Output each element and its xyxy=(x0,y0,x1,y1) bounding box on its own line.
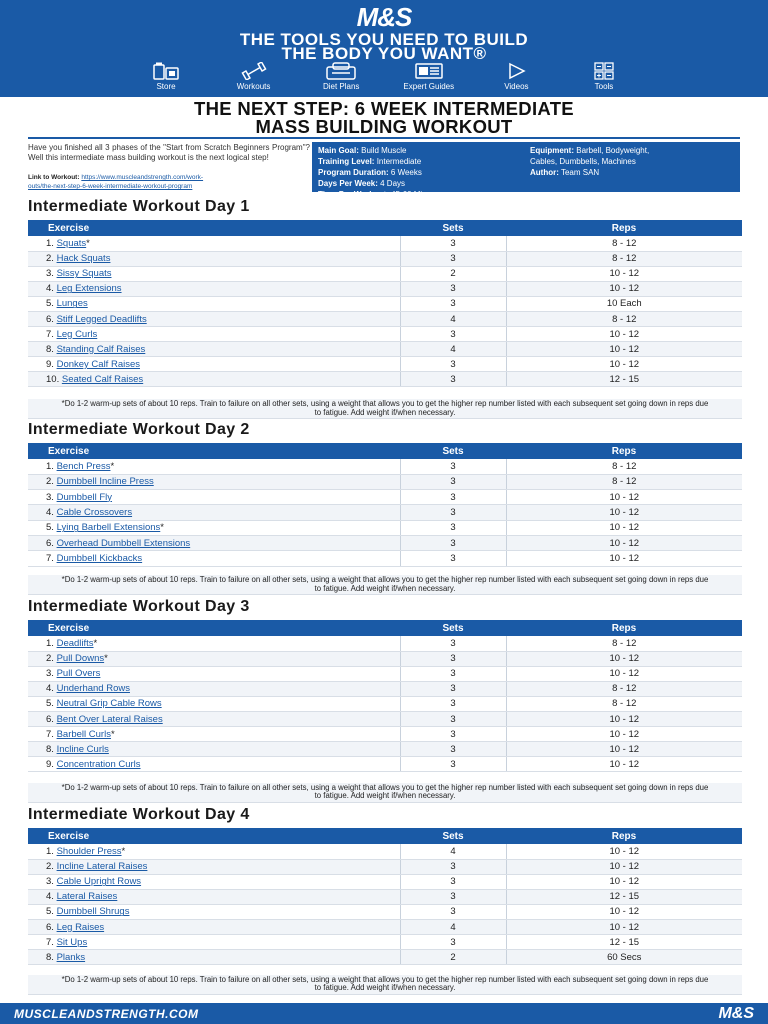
program-info-box xyxy=(312,142,740,199)
exercise-number: 5. xyxy=(46,298,54,310)
exercise-link[interactable]: Leg Extensions xyxy=(56,283,122,295)
nav-workouts[interactable] xyxy=(218,62,290,92)
sets-cell: 3 xyxy=(400,327,506,342)
sets-cell: 4 xyxy=(400,919,506,934)
exercise-cell xyxy=(28,372,400,387)
exercise-number: 7. xyxy=(46,328,54,340)
time-per-workout-label: Time Per Workout: xyxy=(318,190,389,199)
page-title xyxy=(0,100,768,136)
exercise-link[interactable]: Lunges xyxy=(56,298,88,310)
sets-column-header: Sets xyxy=(400,620,506,636)
sets-cell: 3 xyxy=(400,459,506,474)
nav-videos[interactable] xyxy=(480,62,552,92)
scale-icon xyxy=(305,62,377,80)
exercise-link[interactable]: Seated Calf Raises xyxy=(61,373,144,385)
warmup-asterisk: * xyxy=(110,460,115,472)
footer-site-name[interactable]: MUSCLEANDSTRENGTH.COM xyxy=(14,1007,199,1021)
table-row xyxy=(28,266,742,281)
table-header-row xyxy=(28,620,742,636)
exercise-link[interactable]: Incline Lateral Raises xyxy=(56,861,148,873)
sets-cell: 3 xyxy=(400,696,506,711)
exercise-number: 6. xyxy=(46,713,54,725)
exercise-link[interactable]: Lateral Raises xyxy=(56,891,118,903)
exercise-cell xyxy=(28,666,400,681)
exercise-cell xyxy=(28,551,400,566)
exercise-number: 8. xyxy=(46,343,54,355)
table-row xyxy=(28,372,742,387)
table-row xyxy=(28,459,742,474)
exercise-number: 5. xyxy=(46,698,54,710)
main-goal-value: Build Muscle xyxy=(361,146,407,155)
reps-cell: 12 - 15 xyxy=(506,889,742,904)
table-row xyxy=(28,236,742,251)
exercise-cell xyxy=(28,844,400,859)
training-level-value: Intermediate xyxy=(376,157,422,166)
exercise-number: 5. xyxy=(46,522,54,534)
exercise-link[interactable]: Lying Barbell Extensions xyxy=(56,522,161,534)
exercise-number: 4. xyxy=(46,507,54,519)
sets-cell: 3 xyxy=(400,727,506,742)
ms-logo[interactable]: M&S xyxy=(356,2,412,32)
exercise-number: 3. xyxy=(46,491,54,503)
time-per-workout-value: 45-60 Mins xyxy=(391,190,431,199)
sets-cell: 3 xyxy=(400,651,506,666)
exercise-cell xyxy=(28,236,400,251)
exercise-cell xyxy=(28,474,400,489)
dumbbell-icon xyxy=(218,62,290,80)
reps-cell: 10 - 12 xyxy=(506,535,742,550)
reps-cell: 10 - 12 xyxy=(506,859,742,874)
workout-link-block xyxy=(28,173,310,191)
nav-tools[interactable] xyxy=(568,62,640,92)
days-per-week-label: Days Per Week: xyxy=(318,179,378,188)
equipment-value-2: Cables, Dumbbells, Machines xyxy=(530,157,636,166)
day-2-title: Intermediate Workout Day 2 xyxy=(28,421,250,438)
exercise-number: 3. xyxy=(46,268,54,280)
exercise-number: 1. xyxy=(46,460,54,472)
info-column-left xyxy=(318,145,528,200)
exercise-link[interactable]: Hack Squats xyxy=(56,253,111,265)
sets-cell: 3 xyxy=(400,281,506,296)
exercise-link[interactable]: Concentration Curls xyxy=(56,758,141,770)
table-row xyxy=(28,342,742,357)
reps-cell: 10 - 12 xyxy=(506,874,742,889)
exercise-number: 7. xyxy=(46,552,54,564)
exercise-column-header: Exercise xyxy=(28,220,400,236)
exercise-number: 2. xyxy=(46,861,54,873)
exercise-cell xyxy=(28,490,400,505)
exercise-link[interactable]: Standing Calf Raises xyxy=(56,343,146,355)
sets-cell: 3 xyxy=(400,904,506,919)
reps-column-header: Reps xyxy=(506,828,742,844)
exercise-number: 3. xyxy=(46,668,54,680)
sets-cell: 3 xyxy=(400,474,506,489)
exercise-cell xyxy=(28,520,400,535)
exercise-number: 4. xyxy=(46,891,54,903)
title-divider xyxy=(28,137,740,139)
sets-cell: 3 xyxy=(400,711,506,726)
reps-cell: 12 - 15 xyxy=(506,372,742,387)
reps-cell: 8 - 12 xyxy=(506,236,742,251)
exercise-link[interactable]: Dumbbell Kickbacks xyxy=(56,552,143,564)
reps-cell: 8 - 12 xyxy=(506,636,742,651)
exercise-cell xyxy=(28,459,400,474)
workout-link-url-2[interactable]: outs/the-next-step-6-week-intermediate-workout-program xyxy=(28,183,193,190)
workout-link-url-1[interactable]: https://www.muscleandstrength.com/work- xyxy=(81,174,204,181)
tagline-line2: THE BODY YOU WANT® xyxy=(281,44,487,63)
footer-logo[interactable]: M&S xyxy=(718,1005,754,1022)
exercise-link[interactable]: Bent Over Lateral Raises xyxy=(56,713,163,725)
sets-cell: 3 xyxy=(400,742,506,757)
exercise-column-header: Exercise xyxy=(28,443,400,459)
exercise-cell xyxy=(28,296,400,311)
exercise-number: 2. xyxy=(46,653,54,665)
exercise-cell xyxy=(28,281,400,296)
exercise-cell xyxy=(28,711,400,726)
table-row xyxy=(28,889,742,904)
guide-icon xyxy=(393,62,465,80)
table-row xyxy=(28,874,742,889)
exercise-link[interactable]: Bench Press xyxy=(56,460,111,472)
sets-cell: 3 xyxy=(400,757,506,772)
exercise-number: 8. xyxy=(46,743,54,755)
page-title-line2: MASS BUILDING WORKOUT xyxy=(255,116,513,137)
reps-cell: 10 - 12 xyxy=(506,757,742,772)
table-row xyxy=(28,281,742,296)
sets-cell: 3 xyxy=(400,520,506,535)
exercise-number: 2. xyxy=(46,253,54,265)
exercise-number: 8. xyxy=(46,951,54,963)
reps-cell: 10 - 12 xyxy=(506,357,742,372)
warmup-asterisk: * xyxy=(86,237,90,249)
exercise-cell xyxy=(28,904,400,919)
sets-cell: 3 xyxy=(400,535,506,550)
day-4-note: *Do 1-2 warm-up sets of about 10 reps. Train to failure on all other sets, using a weight that allows you to get the higher rep number listed with each subsequent set going down in reps due to fatigue. Add weight if/when necessary. xyxy=(28,975,742,995)
day-2-note: *Do 1-2 warm-up sets of about 10 reps. Train to failure on all other sets, using a weight that allows you to get the higher rep number listed with each subsequent set going down in reps due to fatigue. Add weight if/when necessary. xyxy=(28,575,742,595)
exercise-number: 6. xyxy=(46,537,54,549)
table-row xyxy=(28,696,742,711)
reps-cell: 8 - 12 xyxy=(506,459,742,474)
exercise-link[interactable]: Pull Overs xyxy=(56,668,101,680)
exercise-link[interactable]: Cable Upright Rows xyxy=(56,876,142,888)
exercise-link[interactable]: Underhand Rows xyxy=(56,683,130,695)
sets-cell: 4 xyxy=(400,844,506,859)
exercise-number: 2. xyxy=(46,476,54,488)
table-row xyxy=(28,651,742,666)
reps-cell: 8 - 12 xyxy=(506,696,742,711)
exercise-number: 4. xyxy=(46,283,54,295)
warmup-asterisk: * xyxy=(110,728,115,740)
exercise-number: 7. xyxy=(46,728,54,740)
exercise-link[interactable]: Barbell Curls xyxy=(56,728,111,740)
nav-diet-plans-label: Diet Plans xyxy=(322,82,360,91)
table-row xyxy=(28,919,742,934)
table-header-row xyxy=(28,443,742,459)
exercise-cell xyxy=(28,727,400,742)
table-row xyxy=(28,357,742,372)
sets-cell: 3 xyxy=(400,296,506,311)
exercise-cell xyxy=(28,251,400,266)
program-duration-value: 6 Weeks xyxy=(390,168,422,177)
table-row xyxy=(28,950,742,965)
reps-cell: 10 - 12 xyxy=(506,551,742,566)
exercise-number: 1. xyxy=(46,637,54,649)
sets-cell: 3 xyxy=(400,874,506,889)
play-icon xyxy=(480,62,552,80)
exercise-link[interactable]: Leg Curls xyxy=(56,328,98,340)
tagline-line1: THE TOOLS YOU NEED TO BUILD xyxy=(239,30,529,49)
exercise-number: 9. xyxy=(46,758,54,770)
exercise-link[interactable]: Dumbbell Shrugs xyxy=(56,906,130,918)
reps-cell: 10 - 12 xyxy=(506,904,742,919)
nav-diet-plans[interactable] xyxy=(305,62,377,92)
exercise-cell xyxy=(28,742,400,757)
reps-cell: 10 - 12 xyxy=(506,651,742,666)
exercise-link[interactable]: Sit Ups xyxy=(56,936,88,948)
exercise-link[interactable]: Deadlifts xyxy=(56,637,94,649)
exercise-number: 4. xyxy=(46,683,54,695)
exercise-number: 3. xyxy=(46,876,54,888)
nav-tools-label: Tools xyxy=(594,82,614,91)
reps-cell: 10 - 12 xyxy=(506,742,742,757)
table-row xyxy=(28,505,742,520)
sets-cell: 2 xyxy=(400,950,506,965)
sets-cell: 3 xyxy=(400,357,506,372)
warmup-asterisk: * xyxy=(160,522,164,534)
warmup-asterisk: * xyxy=(93,637,98,649)
exercise-cell xyxy=(28,950,400,965)
table-row xyxy=(28,327,742,342)
table-row xyxy=(28,311,742,326)
warmup-asterisk: * xyxy=(121,845,126,857)
sets-cell: 3 xyxy=(400,636,506,651)
reps-column-header: Reps xyxy=(506,620,742,636)
nav-workouts-label: Workouts xyxy=(236,82,271,91)
table-row xyxy=(28,711,742,726)
sets-column-header: Sets xyxy=(400,828,506,844)
exercise-cell xyxy=(28,935,400,950)
program-duration-label: Program Duration: xyxy=(318,168,389,177)
reps-cell: 8 - 12 xyxy=(506,311,742,326)
exercise-link[interactable]: Pull Downs xyxy=(56,653,105,665)
exercise-number: 6. xyxy=(46,313,54,325)
table-header-row xyxy=(28,828,742,844)
reps-cell: 10 Each xyxy=(506,296,742,311)
exercise-cell xyxy=(28,651,400,666)
reps-cell: 10 - 12 xyxy=(506,281,742,296)
table-row xyxy=(28,490,742,505)
reps-cell: 10 - 12 xyxy=(506,266,742,281)
sets-cell: 3 xyxy=(400,372,506,387)
warmup-asterisk: * xyxy=(104,653,108,665)
sets-cell: 3 xyxy=(400,681,506,696)
reps-cell: 8 - 12 xyxy=(506,474,742,489)
table-row xyxy=(28,535,742,550)
day-1-title: Intermediate Workout Day 1 xyxy=(28,198,250,215)
day-4-title: Intermediate Workout Day 4 xyxy=(28,806,250,823)
day-1-table xyxy=(28,220,742,387)
reps-column-header: Reps xyxy=(506,220,742,236)
sets-cell: 4 xyxy=(400,342,506,357)
table-row xyxy=(28,727,742,742)
sets-cell: 3 xyxy=(400,505,506,520)
reps-cell: 8 - 12 xyxy=(506,251,742,266)
calculator-icon xyxy=(568,62,640,80)
reps-cell: 8 - 12 xyxy=(506,681,742,696)
exercise-cell xyxy=(28,342,400,357)
sets-cell: 2 xyxy=(400,266,506,281)
exercise-cell xyxy=(28,266,400,281)
exercise-cell xyxy=(28,535,400,550)
info-column-right xyxy=(530,145,740,178)
day-1-note: *Do 1-2 warm-up sets of about 10 reps. Train to failure on all other sets, using a weight that allows you to get the higher rep number listed with each subsequent set going down in reps due to fatigue. Add weight if/when necessary. xyxy=(28,399,742,419)
reps-cell: 10 - 12 xyxy=(506,490,742,505)
exercise-link[interactable]: Donkey Calf Raises xyxy=(56,358,140,370)
exercise-link[interactable]: Stiff Legged Deadlifts xyxy=(56,313,147,325)
page-title-line1: THE NEXT STEP: 6 WEEK INTERMEDIATE xyxy=(194,98,574,119)
sets-cell: 3 xyxy=(400,551,506,566)
days-per-week-value: 4 Days xyxy=(380,179,406,188)
exercise-number: 7. xyxy=(46,936,54,948)
exercise-link[interactable]: Planks xyxy=(56,951,86,963)
table-row xyxy=(28,935,742,950)
exercise-cell xyxy=(28,696,400,711)
reps-cell: 10 - 12 xyxy=(506,505,742,520)
sets-cell: 3 xyxy=(400,666,506,681)
nav-expert-guides-label: Expert Guides xyxy=(403,82,455,91)
exercise-cell xyxy=(28,681,400,696)
exercise-cell xyxy=(28,505,400,520)
exercise-link[interactable]: Shoulder Press xyxy=(56,845,122,857)
sets-cell: 3 xyxy=(400,236,506,251)
exercise-link[interactable]: Dumbbell Fly xyxy=(56,491,113,503)
exercise-link[interactable]: Leg Raises xyxy=(56,921,105,933)
exercise-link[interactable]: Squats xyxy=(56,237,87,249)
exercise-column-header: Exercise xyxy=(28,620,400,636)
sets-column-header: Sets xyxy=(400,220,506,236)
reps-column-header: Reps xyxy=(506,443,742,459)
exercise-number: 1. xyxy=(46,845,54,857)
table-row xyxy=(28,551,742,566)
author-label: Author: xyxy=(530,168,559,177)
top-nav xyxy=(130,62,640,92)
exercise-cell xyxy=(28,311,400,326)
table-row xyxy=(28,520,742,535)
table-row xyxy=(28,296,742,311)
exercise-cell xyxy=(28,874,400,889)
day-3-note: *Do 1-2 warm-up sets of about 10 reps. Train to failure on all other sets, using a weight that allows you to get the higher rep number listed with each subsequent set going down in reps due to fatigue. Add weight if/when necessary. xyxy=(28,783,742,803)
workout-link-label: Link to Workout: xyxy=(28,174,80,181)
nav-videos-label: Videos xyxy=(504,82,529,91)
exercise-link[interactable]: Dumbbell Incline Press xyxy=(56,476,154,488)
exercise-cell xyxy=(28,889,400,904)
store-icon xyxy=(130,62,202,80)
main-goal-label: Main Goal: xyxy=(318,146,359,155)
intro-text: Have you finished all 3 phases of the "Start from Scratch Beginners Program"? Well this intermediate mass building workout is the next logical step! xyxy=(28,143,310,162)
table-row xyxy=(28,251,742,266)
sets-cell: 4 xyxy=(400,311,506,326)
nav-store-label: Store xyxy=(156,82,176,91)
reps-cell: 10 - 12 xyxy=(506,666,742,681)
site-footer xyxy=(0,1003,768,1024)
exercise-number: 5. xyxy=(46,906,54,918)
sets-cell: 3 xyxy=(400,251,506,266)
nav-store[interactable] xyxy=(130,62,202,92)
reps-cell: 10 - 12 xyxy=(506,342,742,357)
table-row xyxy=(28,757,742,772)
reps-cell: 10 - 12 xyxy=(506,919,742,934)
exercise-column-header: Exercise xyxy=(28,828,400,844)
exercise-link[interactable]: Cable Crossovers xyxy=(56,507,133,519)
reps-cell: 10 - 12 xyxy=(506,711,742,726)
exercise-number: 9. xyxy=(46,358,54,370)
exercise-cell xyxy=(28,636,400,651)
equipment-value-1: Barbell, Bodyweight, xyxy=(576,146,650,155)
sets-cell: 3 xyxy=(400,859,506,874)
exercise-number: 1. xyxy=(46,237,54,249)
table-row xyxy=(28,742,742,757)
sets-cell: 3 xyxy=(400,935,506,950)
day-2-table xyxy=(28,443,742,567)
exercise-cell xyxy=(28,327,400,342)
day-3-table xyxy=(28,620,742,772)
exercise-link[interactable]: Neutral Grip Cable Rows xyxy=(56,698,162,710)
table-row xyxy=(28,681,742,696)
table-header-row xyxy=(28,220,742,236)
table-row xyxy=(28,859,742,874)
exercise-cell xyxy=(28,859,400,874)
table-row xyxy=(28,666,742,681)
sets-cell: 3 xyxy=(400,889,506,904)
exercise-cell xyxy=(28,757,400,772)
reps-cell: 10 - 12 xyxy=(506,844,742,859)
sets-column-header: Sets xyxy=(400,443,506,459)
author-value: Team SAN xyxy=(560,168,600,177)
exercise-number: 6. xyxy=(46,921,54,933)
site-header xyxy=(0,0,768,97)
day-3-title: Intermediate Workout Day 3 xyxy=(28,598,250,615)
reps-cell: 10 - 12 xyxy=(506,520,742,535)
reps-cell: 60 Secs xyxy=(506,950,742,965)
reps-cell: 10 - 12 xyxy=(506,327,742,342)
exercise-link[interactable]: Sissy Squats xyxy=(56,268,112,280)
table-row xyxy=(28,904,742,919)
sets-cell: 3 xyxy=(400,490,506,505)
table-row xyxy=(28,474,742,489)
equipment-label: Equipment: xyxy=(530,146,574,155)
exercise-link[interactable]: Incline Curls xyxy=(56,743,109,755)
nav-expert-guides[interactable] xyxy=(393,62,465,92)
exercise-link[interactable]: Overhead Dumbbell Extensions xyxy=(56,537,191,549)
exercise-number: 10. xyxy=(46,373,60,385)
reps-cell: 10 - 12 xyxy=(506,727,742,742)
table-row xyxy=(28,844,742,859)
training-level-label: Training Level: xyxy=(318,157,375,166)
reps-cell: 12 - 15 xyxy=(506,935,742,950)
exercise-cell xyxy=(28,357,400,372)
table-row xyxy=(28,636,742,651)
exercise-cell xyxy=(28,919,400,934)
day-4-table xyxy=(28,828,742,965)
